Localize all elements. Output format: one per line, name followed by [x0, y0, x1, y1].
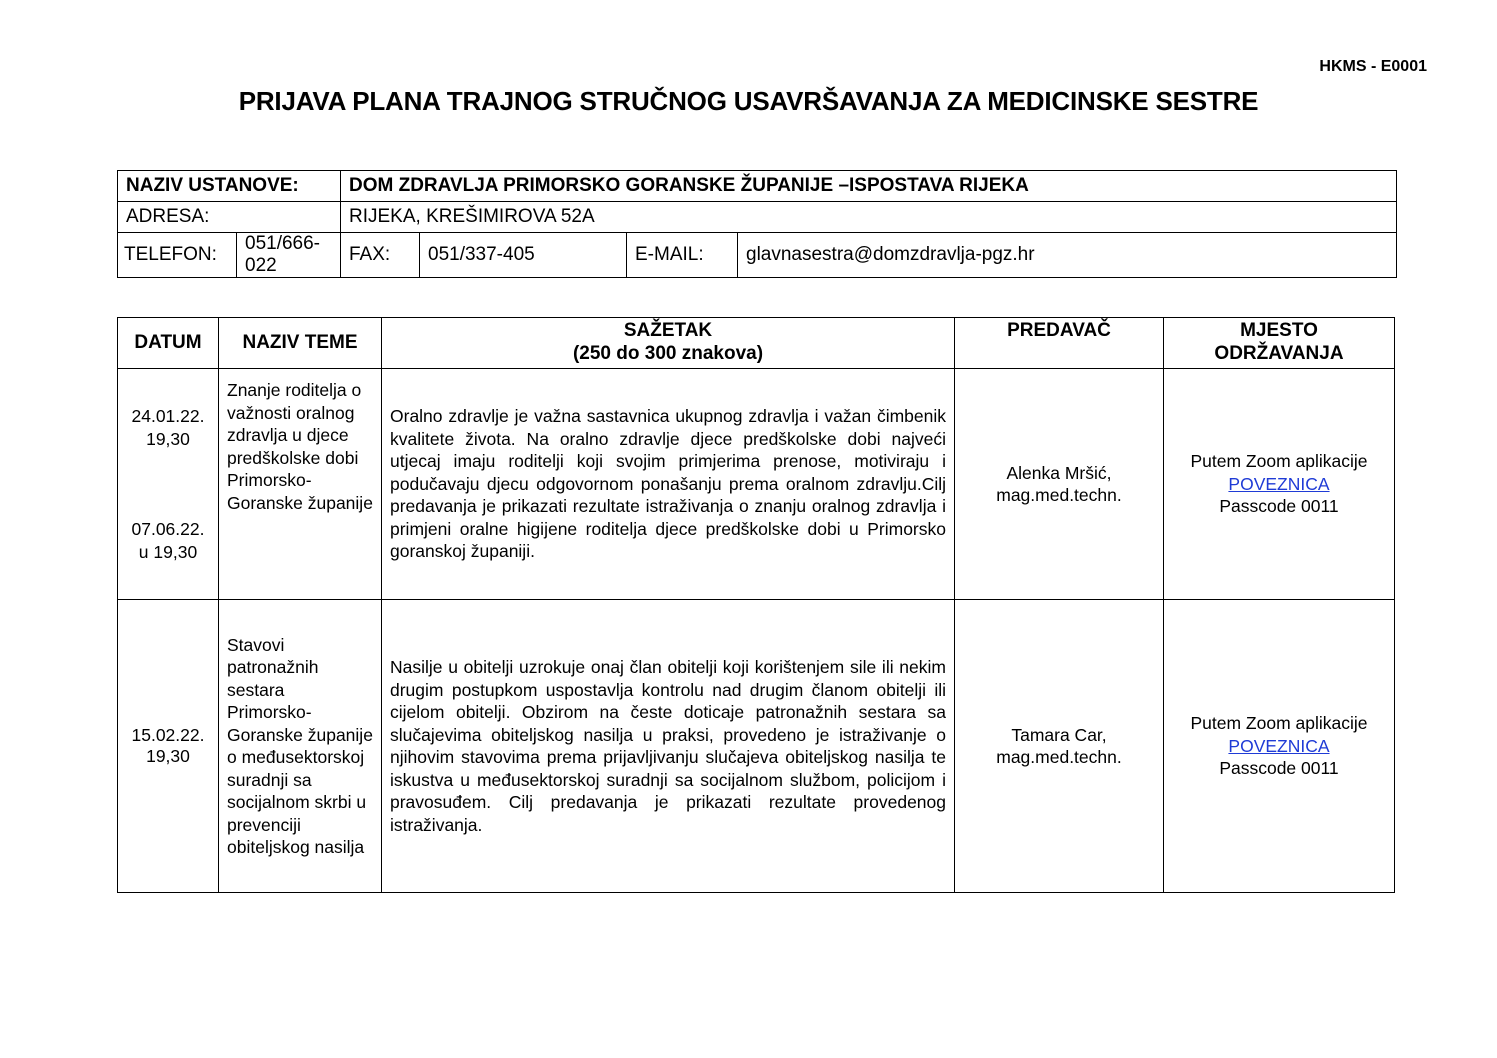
- phone-value: 051/666-022: [245, 233, 321, 276]
- lecturer-title: mag.med.techn.: [996, 747, 1122, 767]
- institution-info-table: [117, 170, 1397, 278]
- row-date: [118, 369, 219, 600]
- table-row: [118, 600, 1395, 893]
- lecturer-name: Tamara Car,: [1011, 724, 1107, 745]
- fax-value: 051/337-405: [420, 233, 627, 278]
- lecturer-name: Alenka Mršić,: [1006, 462, 1112, 483]
- table-header-row: [118, 318, 1395, 369]
- header-summary: [382, 318, 955, 369]
- row-place: [1164, 369, 1395, 600]
- time-2: u 19,30: [138, 541, 198, 562]
- row-summary: Nasilje u obitelji uzrokuje onaj član obitelji koji korištenjem sile ili nekim drugim postupkom uspostavlja kontrolu nad drugim članom obitelji ili cijelom obitelji. Obzirom na česte doticaje patronažnih sestara sa slučajevima obiteljskog nasilja u praksi, provedeno je istraživanje o njihovim stavovima prema prijavljivanju slučajeva obiteljskog nasilja te iskustva u međusektorskoj suradnji sa socijalnom službom, policijom i pravosuđem. Cilj predavanja je prikazati rezultate provedenog istraživanja.: [382, 600, 955, 893]
- time-1: 19,30: [146, 746, 190, 766]
- institution-name-value: DOM ZDRAVLJA PRIMORSKO GORANSKE ŽUPANIJE –ISPOSTAVA RIJEKA: [341, 171, 1397, 202]
- header-summary-title: SAŽETAK: [623, 320, 713, 341]
- email-value: glavnasestra@domzdravlja-pgz.hr: [738, 233, 1397, 278]
- education-plan-table: [117, 317, 1395, 893]
- address-value: RIJEKA, KREŠIMIROVA 52A: [341, 202, 1397, 233]
- time-1: 19,30: [146, 428, 190, 449]
- place-passcode: Passcode 0011: [1219, 758, 1339, 779]
- phone-cell: [118, 233, 341, 278]
- institution-name-label: NAZIV USTANOVE:: [118, 171, 341, 202]
- place-platform: Putem Zoom aplikacije: [1190, 713, 1368, 734]
- zoom-link[interactable]: POVEZNICA: [1228, 473, 1330, 494]
- row-date: [118, 600, 219, 893]
- header-topic: NAZIV TEME: [219, 318, 382, 369]
- header-place-line1: MJESTO: [1240, 320, 1318, 341]
- row-lecturer: [955, 369, 1164, 600]
- address-label: ADRESA:: [118, 202, 341, 233]
- email-label: E-MAIL:: [627, 233, 738, 278]
- header-date: DATUM: [118, 318, 219, 369]
- zoom-link[interactable]: POVEZNICA: [1228, 735, 1330, 756]
- place-passcode: Passcode 0011: [1219, 496, 1339, 517]
- page-title: PRIJAVA PLANA TRAJNOG STRUČNOG USAVRŠAVANJA ZA MEDICINSKE SESTRE: [238, 86, 1259, 116]
- row-topic: Znanje roditelja o važnosti oralnog zdravlja u djece predškolske dobi Primorsko-Goranske županije: [219, 369, 382, 600]
- row-topic: Stavovi patronažnih sestara Primorsko-Goranske županije o međusektorskoj suradnji sa socijalnom skrbi u prevenciji obiteljskog nasilja: [219, 600, 382, 893]
- lecturer-title: mag.med.techn.: [996, 485, 1122, 505]
- date-1: 24.01.22.: [131, 406, 205, 426]
- table-row: [118, 369, 1395, 600]
- date-2: 07.06.22.: [131, 519, 205, 539]
- phone-label: TELEFON:: [118, 233, 237, 277]
- header-lecturer: PREDAVAČ: [955, 318, 1164, 369]
- header-place: [1164, 318, 1395, 369]
- fax-label: FAX:: [341, 233, 420, 278]
- row-place: [1164, 600, 1395, 893]
- row-lecturer: [955, 600, 1164, 893]
- place-platform: Putem Zoom aplikacije: [1190, 451, 1368, 472]
- date-1: 15.02.22.: [131, 725, 205, 745]
- form-code: HKMS - E0001: [1319, 58, 1427, 75]
- row-summary: Oralno zdravlje je važna sastavnica ukupnog zdravlja i važan čimbenik kvalitete života. Na oralno zdravlje djece predškolske dobi najveći utjecaj imaju roditelji koji svojim primjerima prenose, motiviraju i podučavaju djecu odgovornom ponašanju prema oralnom zdravlju.Cilj predavanja je prikazati rezultate istraživanja o znanju oralnog zdravlja i primjeni oralne higijene roditelja djece predškolske dobi u Primorsko goranskoj županiji.: [382, 369, 955, 600]
- header-summary-note: (250 do 300 znakova): [572, 342, 764, 364]
- header-place-line2: ODRŽAVANJA: [1214, 342, 1344, 364]
